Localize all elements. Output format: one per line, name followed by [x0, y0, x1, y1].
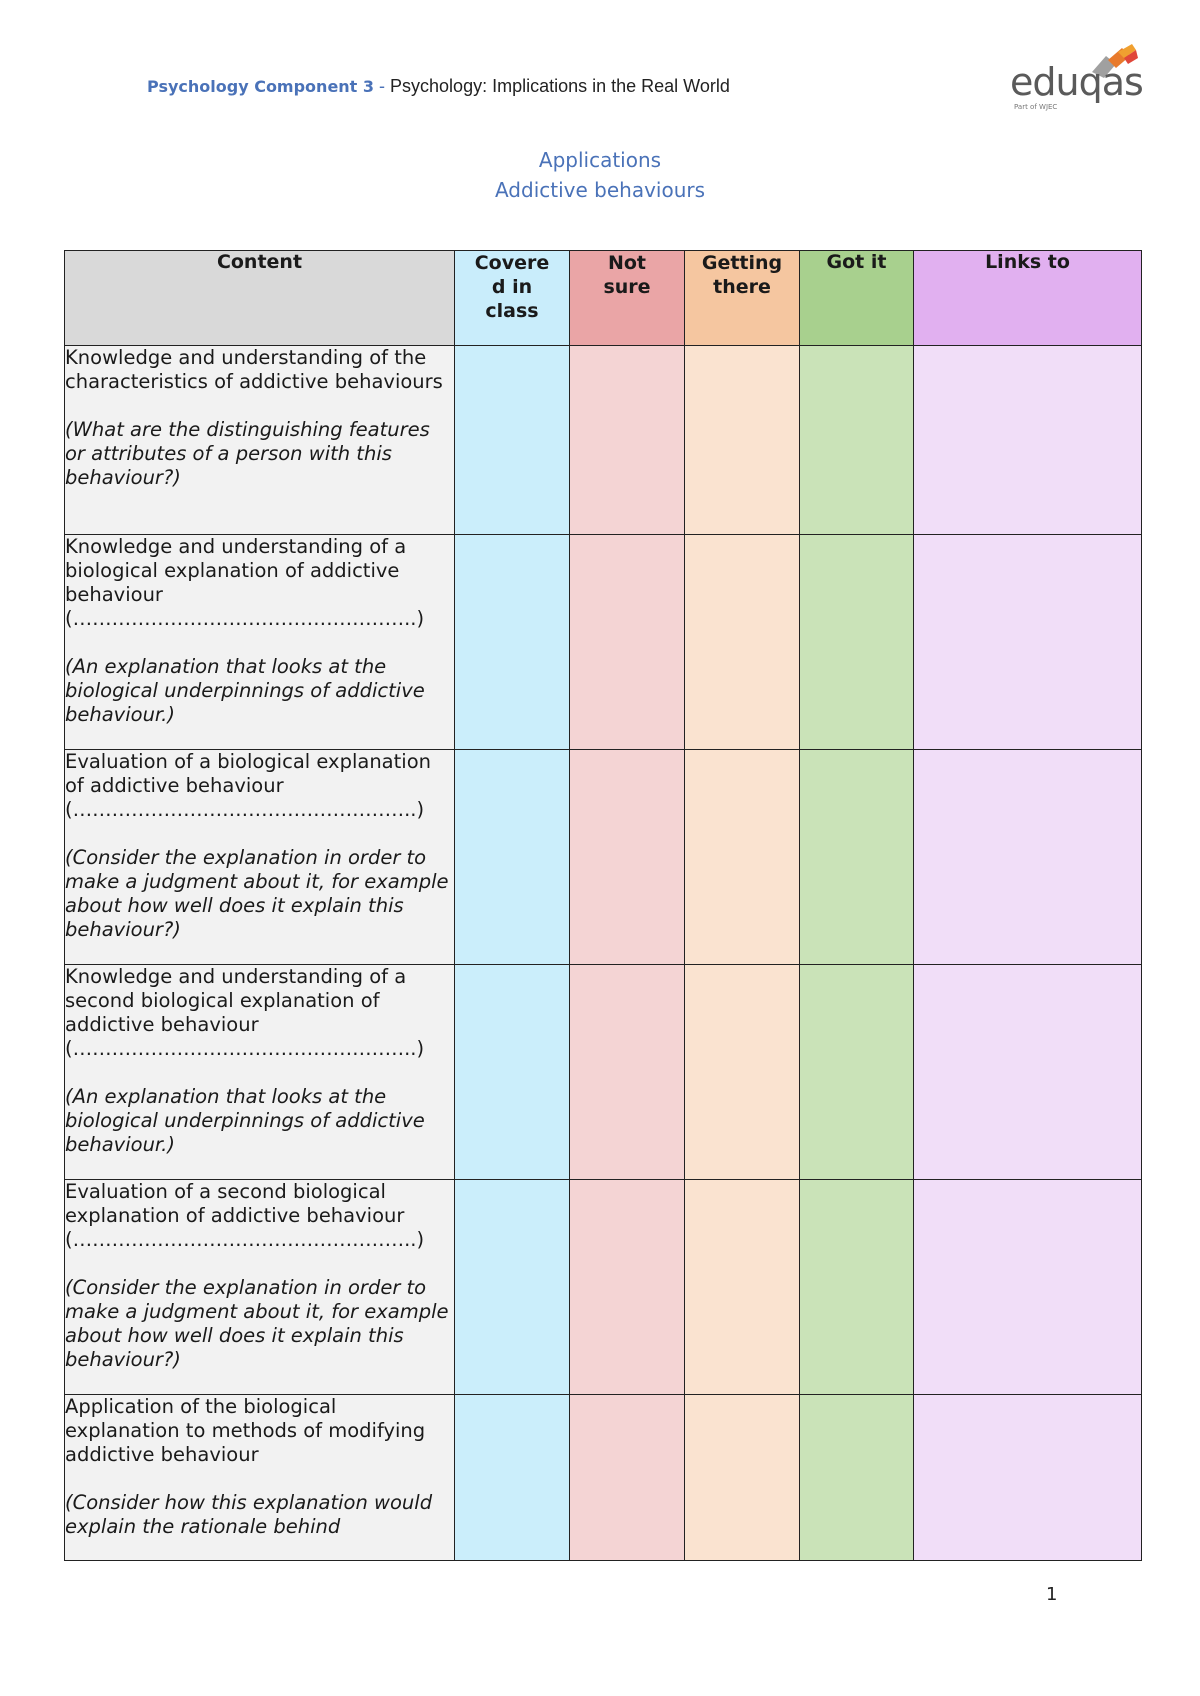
links-to-cell[interactable] [914, 750, 1142, 965]
content-hint-text: (Consider the explanation in order to make a judgment about it, for example about how well does it explain this behaviour?) [65, 1276, 449, 1371]
content-blank-line: (……………………………………………..) [65, 798, 425, 821]
header-title: Psychology: Implications in the Real World [390, 76, 730, 96]
document-header [147, 76, 730, 97]
not-sure-cell[interactable] [570, 1395, 685, 1561]
got-it-cell[interactable] [800, 965, 914, 1180]
links-to-cell[interactable] [914, 1180, 1142, 1395]
getting-there-cell[interactable] [685, 346, 800, 535]
not-sure-cell[interactable] [570, 535, 685, 750]
content-hint-text: (Consider the explanation in order to make a judgment about it, for example about how well does it explain this behaviour?) [65, 846, 449, 941]
table-row [65, 535, 1142, 750]
not-sure-cell[interactable] [570, 346, 685, 535]
column-header-got-it: Got it [800, 251, 914, 346]
content-cell [65, 965, 455, 1180]
content-hint-text: (An explanation that looks at the biological underpinnings of addictive behaviour.) [65, 1085, 425, 1156]
covered-in-class-cell[interactable] [455, 965, 570, 1180]
table-header-row [65, 251, 1142, 346]
column-header-not-sure: Not sure [570, 251, 685, 346]
getting-there-cell[interactable] [685, 1395, 800, 1561]
links-to-cell[interactable] [914, 346, 1142, 535]
content-cell [65, 750, 455, 965]
column-header-links-to: Links to [914, 251, 1142, 346]
links-to-cell[interactable] [914, 535, 1142, 750]
getting-there-cell[interactable] [685, 1180, 800, 1395]
content-blank-line: (……………………………………………..) [65, 1037, 425, 1060]
logo-wordmark: eduqas [1010, 60, 1143, 104]
header-separator: - [374, 76, 391, 96]
column-header-covered-in-class: Covere d in class [455, 251, 570, 346]
header-component: Psychology Component 3 [147, 77, 375, 96]
links-to-cell[interactable] [914, 1395, 1142, 1561]
got-it-cell[interactable] [800, 750, 914, 965]
logo-subtext: Part of WJEC [1014, 103, 1058, 111]
checklist-table [64, 250, 1142, 1561]
column-header-getting-there: Getting there [685, 251, 800, 346]
table-row [65, 750, 1142, 965]
section-subtitle: Addictive behaviours [494, 178, 706, 202]
covered-in-class-cell[interactable] [455, 1395, 570, 1561]
content-main-text: Knowledge and understanding of a biological explanation of addictive behaviour [65, 535, 407, 606]
not-sure-cell[interactable] [570, 750, 685, 965]
page-number: 1 [1046, 1584, 1058, 1605]
getting-there-cell[interactable] [685, 750, 800, 965]
content-cell [65, 535, 455, 750]
got-it-cell[interactable] [800, 1395, 914, 1561]
covered-in-class-cell[interactable] [455, 1180, 570, 1395]
section-title: Applications [538, 148, 662, 172]
covered-in-class-cell[interactable] [455, 535, 570, 750]
eduqas-logo [1010, 42, 1143, 114]
content-main-text: Knowledge and understanding of a second biological explanation of addictive behaviour [65, 965, 407, 1036]
links-to-cell[interactable] [914, 965, 1142, 1180]
got-it-cell[interactable] [800, 535, 914, 750]
content-hint-text: (What are the distinguishing features or attributes of a person with this behaviour?) [65, 418, 430, 489]
content-main-text: Knowledge and understanding of the characteristics of addictive behaviours [65, 346, 443, 393]
content-main-text: Evaluation of a biological explanation of addictive behaviour [65, 750, 431, 797]
content-cell [65, 346, 455, 535]
column-header-content: Content [65, 251, 455, 346]
not-sure-cell[interactable] [570, 965, 685, 1180]
not-sure-cell[interactable] [570, 1180, 685, 1395]
content-cell [65, 1395, 455, 1561]
content-hint-text: (Consider how this explanation would explain the rationale behind [65, 1491, 433, 1538]
table-row [65, 965, 1142, 1180]
table-row [65, 346, 1142, 535]
getting-there-cell[interactable] [685, 965, 800, 1180]
got-it-cell[interactable] [800, 346, 914, 535]
table-row [65, 1180, 1142, 1395]
content-hint-text: (An explanation that looks at the biological underpinnings of addictive behaviour.) [65, 655, 425, 726]
content-cell [65, 1180, 455, 1395]
table-row [65, 1395, 1142, 1561]
covered-in-class-cell[interactable] [455, 346, 570, 535]
content-blank-line: (……………………………………………..) [65, 607, 425, 630]
content-main-text: Evaluation of a second biological explanation of addictive behaviour [65, 1180, 405, 1227]
content-main-text: Application of the biological explanation to methods of modifying addictive behaviour [65, 1395, 426, 1466]
got-it-cell[interactable] [800, 1180, 914, 1395]
content-blank-line: (……………………………………………..) [65, 1228, 425, 1251]
covered-in-class-cell[interactable] [455, 750, 570, 965]
getting-there-cell[interactable] [685, 535, 800, 750]
